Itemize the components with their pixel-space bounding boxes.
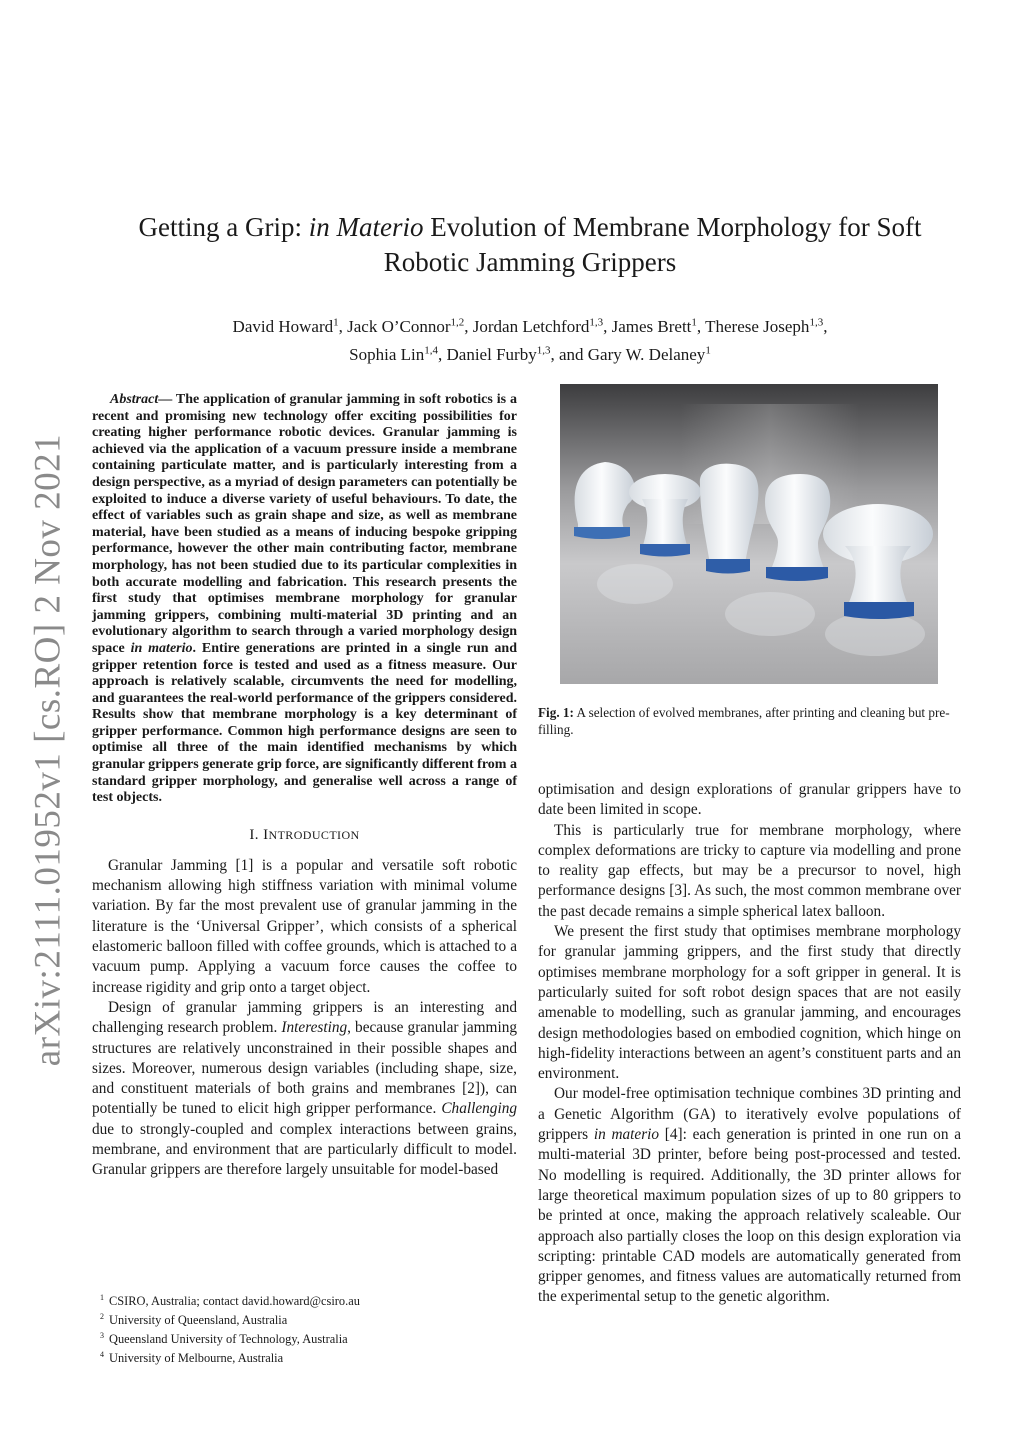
author: Gary W. Delaney$^1$ (587, 344, 711, 365)
author: Daniel Furby$^{1,3}$, and (446, 344, 588, 365)
figure-caption: Fig. 1: A selection of evolved membranes, after printing and cleaning but pre-filling. (538, 705, 950, 737)
author: Therese Joseph$^{1,3}$, (705, 316, 828, 336)
author-list (100, 310, 960, 367)
right-column (538, 780, 961, 1308)
author: Jordan Letchford$^{1,3}$, (472, 316, 612, 336)
left-column (92, 392, 517, 1181)
right-paragraph-1: This is particularly true for membrane morphology, where complex deformations are tricky to capture via modelling and prone to reality gap effects, but may be a precursor to novel, high performance designs [3]. As such, the most common membrane over the past decade remains a simple spherical latex balloon. (538, 821, 961, 920)
section-heading-introduction: I. INTRODUCTION (249, 826, 360, 843)
footnote: $^2$ University of Queensland, Australia (100, 1312, 288, 1328)
right-paragraph-2: We present the first study that optimises membrane morphology for granular jamming grippers, and the first study that directly optimises membrane morphology for a soft gripper in general. It is particularly suited for soft robot design spaces that are not easily amenable to modelling, such as granular jamming, and encourages design methodologies based on embodied cognition, which hinge on high-fidelity interactions between an agent’s constituent parts and an environment. (538, 923, 961, 1083)
paper-title: Getting a Grip: in Materio Evolution of Membrane Morphology for Soft Robotic Jamming Grippers (138, 212, 922, 277)
abstract: Abstract— The application of granular jamming in soft robotics is a recent and promising new technology offer exciting possibilities for creating higher performance robotic devices. Granular jamming is achieved via the application of a vacuum pressure inside a membrane containing particulate matter, and is particularly interesting from a design perspective, as a myriad of design parameters can potentially be exploited to induce a diverse variety of useful behaviours. To date, the effect of variables such as grain shape and size, as well as membrane material, have been studied as a means of inducing bespoke gripping performance, however the other main contributing factor, membrane morphology, has not been studied due to its particular complexities in both accurate modelling and fabrication. This research presents the first study that optimises membrane morphology for granular jamming grippers, combining multi-material 3D printing and an evolutionary algorithm to search through a varied morphology design space in materio. Entire generations are printed in a single run and gripper retention force is tested and used as a fitness measure. Our approach is relatively scalable, circumvents the need for modelling, and guarantees the real-world performance of the grippers considered. Results show that membrane morphology is a key determinant of gripper performance. Common high performance designs are seen to optimise all three of the main identified mechanisms by which granular grippers generate grip force, are significantly different from a standard gripper morphology, and generalise well across a range of test objects. (92, 392, 517, 806)
membrane-4 (765, 474, 830, 581)
intro-paragraph-1: Granular Jamming [1] is a popular and versatile soft robotic mechanism allowing high stiffness variation with minimal volume variation. By far the most prevalent use of granular jamming in the literature is the ‘Universal Gripper’, which consists of a spherical elastomeric balloon filled with coffee grounds, which is attached to a vacuum pump. Applying a vacuum force causes the coffee to increase rigidity and grip onto a target object. (92, 856, 517, 996)
intro-paragraph-2: Design of granular jamming grippers is an interesting and challenging research problem. Interesting, because granular jamming structures are relatively unconstrained in their possible shapes and sizes. Moreover, numerous design variables (including shape, size, and constituent materials of both grains and membranes [2]), can potentially be tuned to elicit high gripper performance. Challenging due to strongly-coupled and complex interactions between grains, membrane, and environment that are particularly difficult to model. Granular grippers are therefore largely unsuitable for model-based (92, 998, 517, 1179)
arxiv-identifier (18, 433, 78, 1067)
author: Jack O’Connor$^{1,2}$, (347, 316, 473, 336)
footnote: $^1$ CSIRO, Australia; contact david.howard@csiro.au (100, 1293, 360, 1309)
affiliation-footnotes (100, 1290, 520, 1367)
footnote: $^4$ University of Melbourne, Australia (100, 1350, 284, 1366)
author: David Howard$^1$, (232, 316, 348, 336)
footnote: $^3$ Queensland University of Technology, Australia (100, 1331, 348, 1347)
arxiv-identifier-text: arXiv:2111.01952v1 [cs.RO] 2 Nov 2021 (27, 433, 69, 1067)
membrane-1 (574, 462, 635, 539)
figure-membranes-photo (560, 384, 938, 684)
right-paragraph-0: optimisation and design explorations of granular grippers have to date been limited in scope. (538, 781, 961, 819)
author: Sophia Lin$^{1,4}$, (349, 344, 447, 365)
right-paragraph-3: Our model-free optimisation technique combines 3D printing and a Genetic Algorithm (GA) to iteratively evolve populations of grippers in materio [4]: each generation is printed in one run on a multi-material 3D printer, before being post-processed and tested. No modelling is required. Additionally, the 3D printer allows for large theoretical maximum population sizes of up to 80 grippers to be printed at once, making the approach relatively scaleable. Our approach also partially closes the loop on this design exploration via scripting: printable CAD models are automatically generated from gripper genomes, and fitness values are automatically returned from the experimental setup to the genetic algorithm. (538, 1085, 961, 1306)
author: James Brett$^1$, (611, 316, 706, 336)
